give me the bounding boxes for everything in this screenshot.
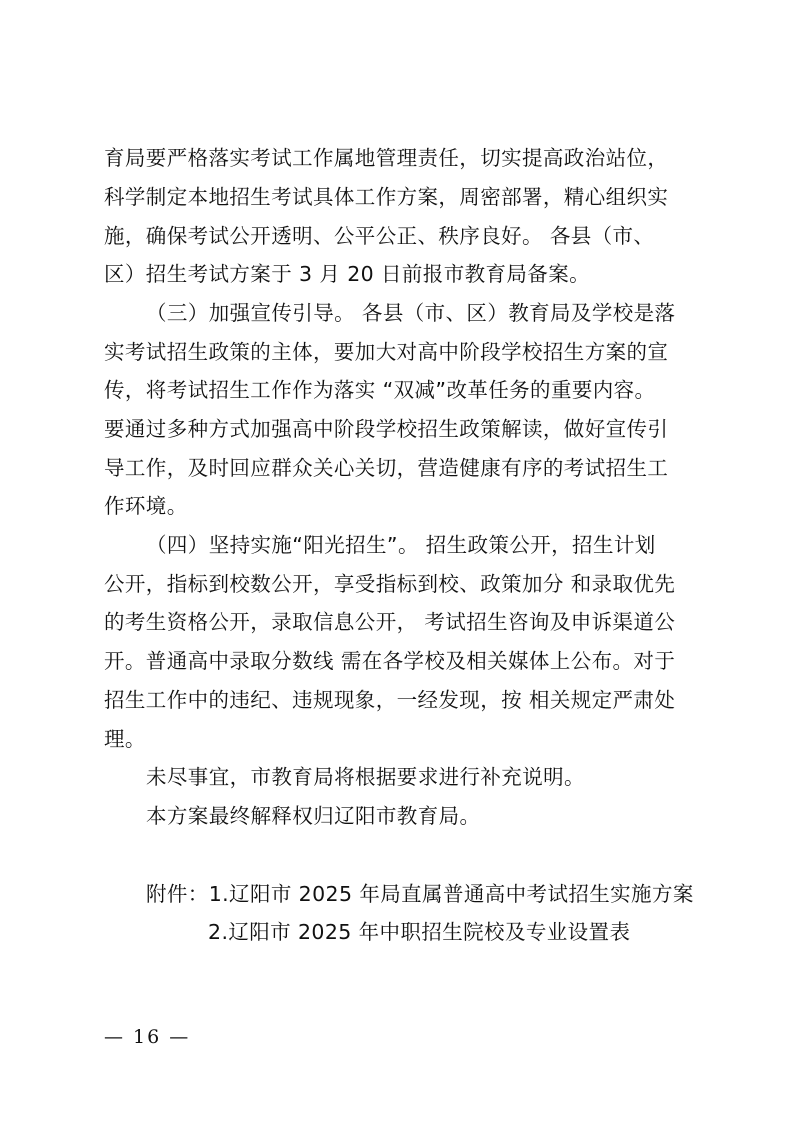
body-line-16: 理。: [104, 727, 146, 751]
section-four-heading-line: （四）坚持实施“阳光招生”。 招生政策公开，招生计划: [146, 533, 656, 557]
body-line-4: 区）招生考试方案于 3 月 20 日前报市教育局备案。: [104, 262, 590, 286]
body-line-15: 招生工作中的违纪、违规现象，一经发现，按 相关规定严肃处: [104, 688, 676, 712]
body-line-12: 公开，指标到校数公开，享受指标到校、政策加分 和录取优先: [104, 572, 676, 596]
section-three-heading-line: （三）加强宣传引导。 各县（市、区）教育局及学校是落: [146, 301, 676, 325]
body-line-3: 施，确保考试公开透明、公平公正、秩序良好。 各县（市、: [104, 224, 655, 248]
attachment-line-1: 附件：1.辽阳市 2025 年局直属普通高中考试招生实施方案: [146, 882, 694, 906]
body-line-8: 要通过多种方式加强高中阶段学校招生政策解读，做好宣传引: [104, 417, 669, 441]
body-line-13: 的考生资格公开，录取信息公开， 考试招生咨询及申诉渠道公: [104, 610, 676, 634]
body-line-1: 育局要严格落实考试工作属地管理责任，切实提高政治站位，: [104, 146, 669, 170]
body-line-9: 导工作，及时回应群众关心关切，营造健康有序的考试招生工: [104, 456, 669, 480]
body-line-7: 传，将考试招生工作作为落实 “双减”改革任务的重要内容。: [104, 378, 656, 402]
supplement-note: 未尽事宜，市教育局将根据要求进行补充说明。: [146, 765, 585, 789]
body-line-14: 开。普通高中录取分数线 需在各学校及相关媒体上公布。对于: [104, 649, 676, 673]
body-line-2: 科学制定本地招生考试具体工作方案，周密部署，精心组织实: [104, 185, 669, 209]
body-line-6: 实考试招生政策的主体，要加大对高中阶段学校招生方案的宣: [104, 340, 669, 364]
page-number: — 16 —: [104, 1026, 191, 1048]
interpretation-note: 本方案最终解释权归辽阳市教育局。: [146, 804, 481, 828]
attachment-line-2: 2.辽阳市 2025 年中职招生院校及专业设置表: [208, 920, 631, 944]
body-line-10: 作环境。: [104, 494, 188, 518]
